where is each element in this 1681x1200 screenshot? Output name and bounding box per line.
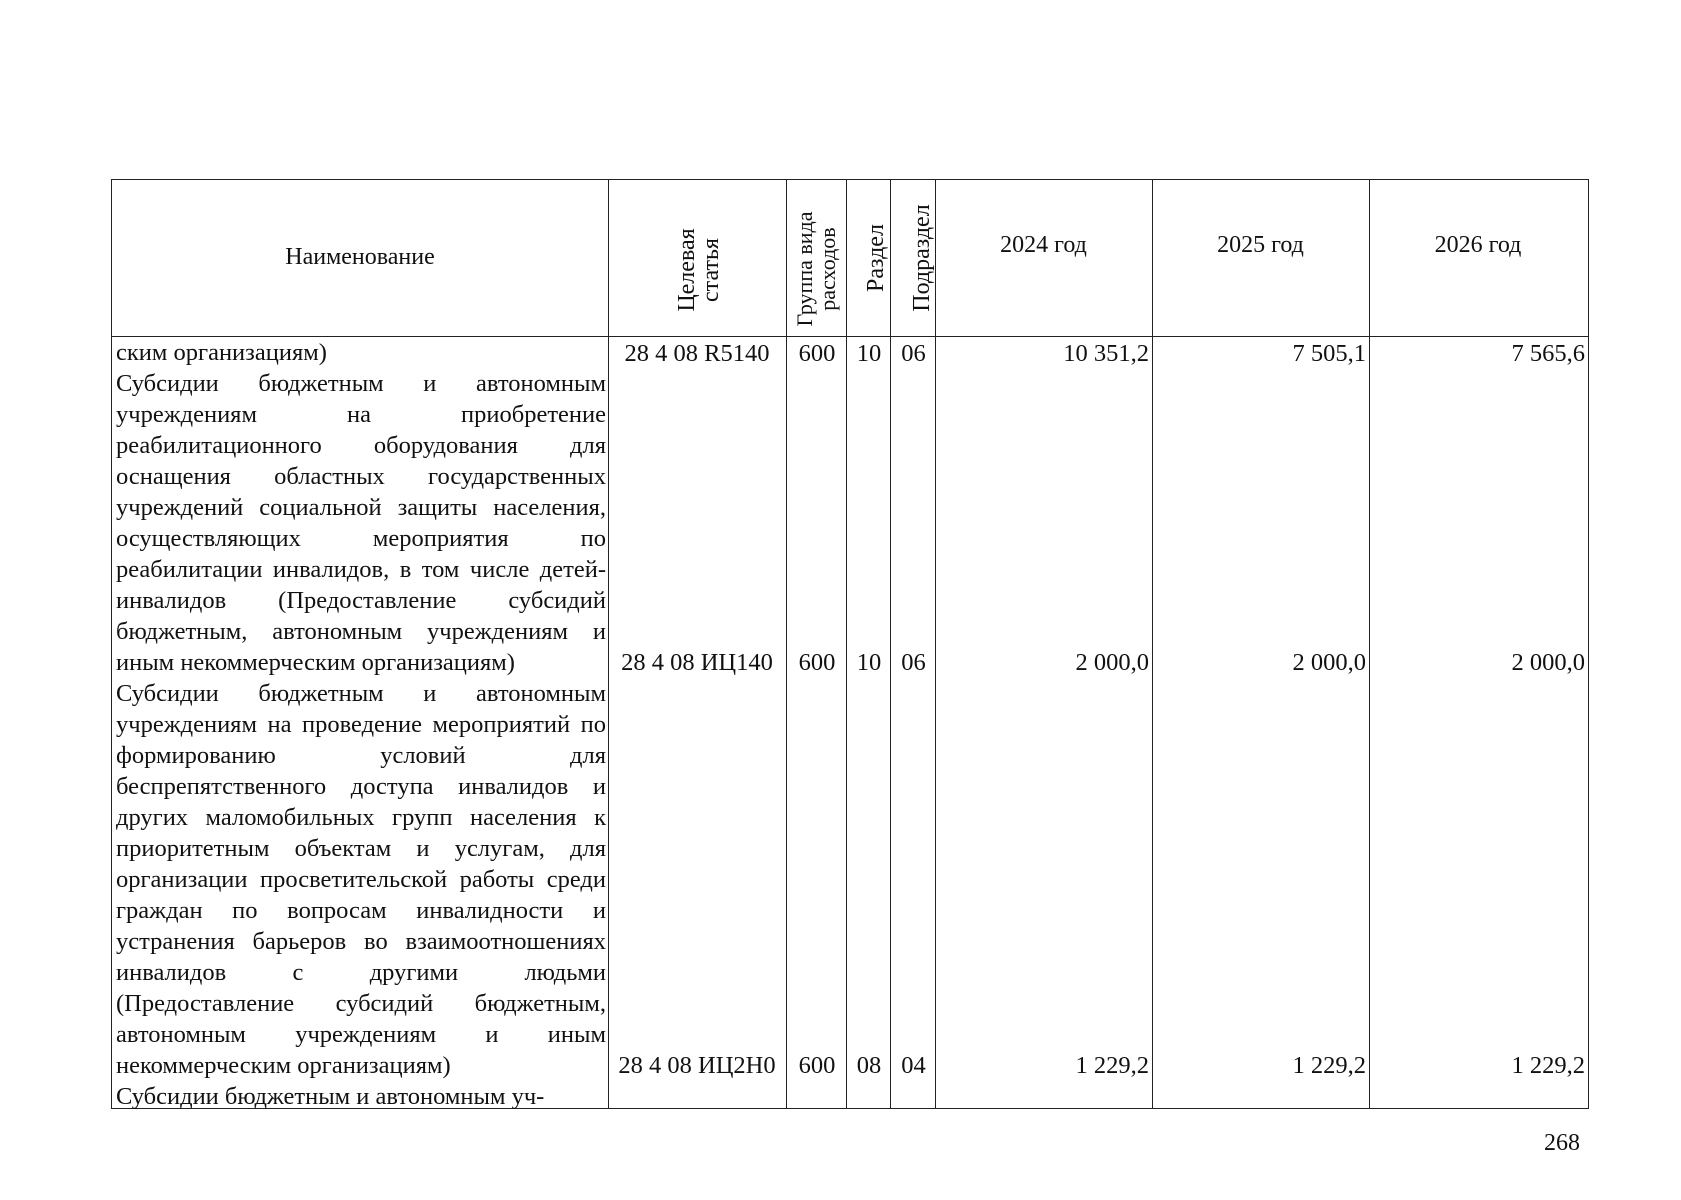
row3-2025: 1 229,2 [1292, 1052, 1366, 1079]
column-divider [1152, 180, 1153, 1108]
name-column-text [116, 337, 606, 1112]
page-number: 268 [1544, 1130, 1580, 1156]
header-subsection: Подраздел [909, 204, 935, 312]
column-divider [1369, 180, 1370, 1108]
name-paragraph: ским организациям) [116, 339, 327, 366]
header-2024: 2024 год [1000, 232, 1087, 258]
row1-section: 10 [856, 340, 882, 367]
row1-2024: 10 351,2 [1063, 340, 1149, 367]
row2-section: 10 [856, 649, 882, 676]
row1-expense-group: 600 [798, 340, 836, 367]
row3-target-article: 28 4 08 ИЦ2Н0 [618, 1052, 776, 1079]
header-section: Раздел [863, 224, 889, 292]
row2-subsection: 06 [901, 649, 926, 676]
row1-2025: 7 505,1 [1292, 340, 1366, 367]
name-paragraph: Субсидии бюджетным и автономным учреждениям на приобретение реабилитационного оборудования для оснащения областных государственных учреждений социальной защиты населения, осуществляющих мероприятия по реабилитации инвалидов, в том числе детей-инвалидов (Предоставление субсидий бюджетным, автономным учреждениям и иным некоммерческим организациям) [116, 370, 606, 676]
row2-2024: 2 000,0 [1075, 649, 1149, 676]
header-target-article: Целевая статья [674, 228, 724, 312]
budget-table [111, 179, 1589, 1109]
row2-2026: 2 000,0 [1511, 649, 1585, 676]
row2-2025: 2 000,0 [1292, 649, 1366, 676]
column-divider [890, 180, 891, 1108]
column-divider [846, 180, 847, 1108]
name-paragraph: Субсидии бюджетным и автономным уч- [116, 1083, 545, 1110]
row1-subsection: 06 [901, 340, 926, 367]
header-2025: 2025 год [1217, 232, 1304, 258]
header-expense-group: Группа вида расходов [792, 211, 840, 327]
row1-target-article: 28 4 08 R5140 [624, 340, 770, 367]
row2-target-article: 28 4 08 ИЦ140 [621, 649, 773, 676]
row3-expense-group: 600 [798, 1052, 836, 1079]
column-divider [608, 180, 609, 1108]
row3-section: 08 [856, 1052, 882, 1079]
row2-expense-group: 600 [798, 649, 836, 676]
row3-2026: 1 229,2 [1511, 1052, 1585, 1079]
header-2026: 2026 год [1434, 232, 1522, 258]
name-paragraph: Субсидии бюджетным и автономным учреждениям на проведение мероприятий по формированию условий для беспрепятственного доступа инвалидов и других маломобильных групп населения к приоритетным объектам и услугам, для организации просветительской работы среди граждан по вопросам инвалидности и устранения барьеров во взаимоотношениях инвалидов с другими людьми (Предоставление субсидий бюджетным, автономным учреждениям и иным некоммерческим организациям) [116, 680, 606, 1079]
column-divider [786, 180, 787, 1108]
column-divider [935, 180, 936, 1108]
header-name: Наименование [285, 244, 435, 270]
row3-subsection: 04 [901, 1052, 926, 1079]
row3-2024: 1 229,2 [1075, 1052, 1149, 1079]
row1-2026: 7 565,6 [1511, 340, 1585, 367]
